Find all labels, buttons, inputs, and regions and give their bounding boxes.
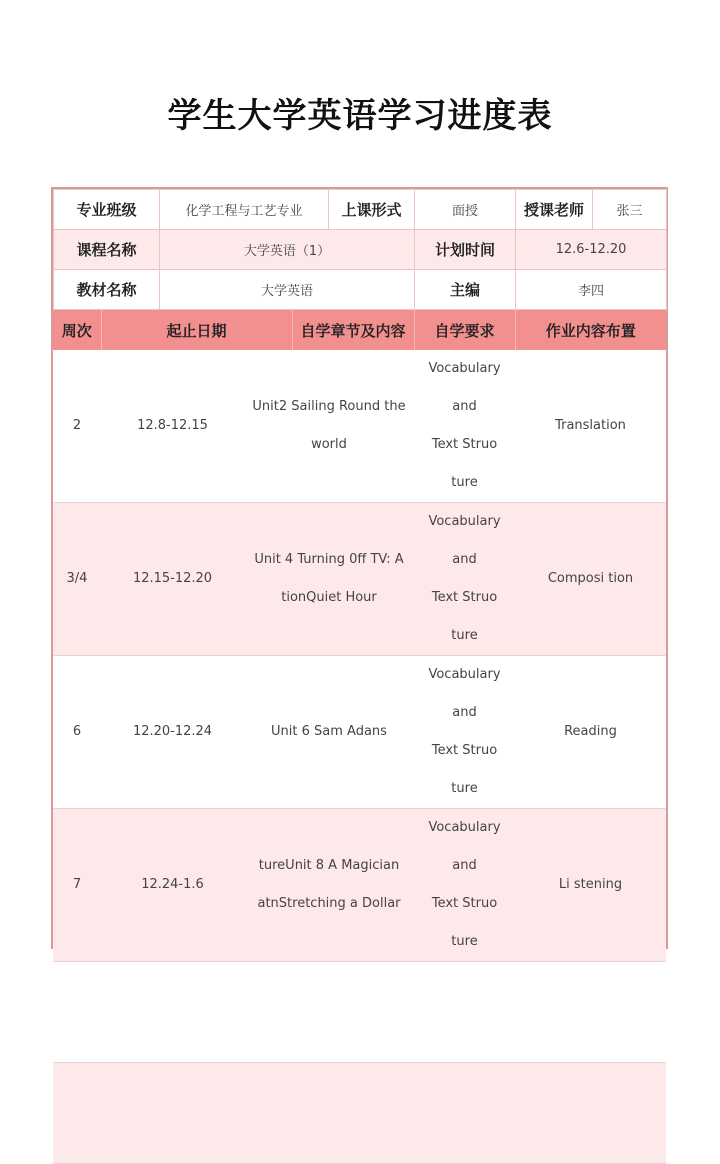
editor-value: 李四 <box>516 270 667 310</box>
empty-cell <box>244 962 414 1063</box>
plan-value: 12.6-12.20 <box>516 230 667 270</box>
empty-cell <box>515 1063 666 1164</box>
empty-cell <box>101 1063 244 1164</box>
info-row-course <box>54 230 667 270</box>
table-row <box>53 503 666 656</box>
editor-label: 主编 <box>415 270 516 310</box>
week-cell: 2 <box>53 350 101 503</box>
content-line: Unit 4 Turning 0ff TV: A <box>254 552 404 567</box>
requirement-line: Text Struo ture <box>431 590 498 643</box>
table-row <box>53 350 666 503</box>
table-row <box>53 656 666 809</box>
plan-label: 计划时间 <box>415 230 516 270</box>
info-table <box>53 189 667 310</box>
table-row-empty <box>53 1063 666 1164</box>
textbook-value: 大学英语 <box>160 270 415 310</box>
week-cell: 3/4 <box>53 503 101 656</box>
empty-cell <box>244 1063 414 1164</box>
content-cell <box>244 809 414 962</box>
requirement-line: Text Struo ture <box>431 437 498 490</box>
empty-cell <box>53 962 101 1063</box>
table-row <box>53 809 666 962</box>
requirement-line: Vocabulary and <box>428 820 501 873</box>
major-value: 化学工程与工艺专业 <box>160 190 329 230</box>
header-dates: 起止日期 <box>101 310 292 350</box>
week-cell: 6 <box>53 656 101 809</box>
dates-cell: 12.24-1.6 <box>101 809 244 962</box>
table-row-empty <box>53 962 666 1063</box>
header-week: 周次 <box>53 310 101 350</box>
content-line: world <box>311 437 347 452</box>
empty-cell <box>414 962 515 1063</box>
header-content: 自学章节及内容 <box>292 310 414 350</box>
empty-cell <box>515 962 666 1063</box>
requirement-cell <box>414 809 515 962</box>
content-cell <box>244 350 414 503</box>
requirement-cell <box>414 656 515 809</box>
dates-cell: 12.15-12.20 <box>101 503 244 656</box>
requirement-line: Vocabulary and <box>428 667 501 720</box>
requirement-line: Vocabulary and <box>428 514 501 567</box>
requirement-line: Vocabulary and <box>428 361 501 414</box>
table-header-row <box>53 310 666 350</box>
course-value: 大学英语（1） <box>160 230 415 270</box>
major-label: 专业班级 <box>54 190 160 230</box>
homework-cell: Li stening <box>515 809 666 962</box>
progress-table <box>53 310 666 350</box>
progress-body <box>53 350 666 1164</box>
header-requirement: 自学要求 <box>414 310 515 350</box>
requirement-line: Text Struo ture <box>431 743 498 796</box>
info-row-major <box>54 190 667 230</box>
requirement-cell <box>414 503 515 656</box>
teacher-value: 张三 <box>593 190 667 230</box>
dates-cell: 12.20-12.24 <box>101 656 244 809</box>
content-line: tionQuiet Hour <box>281 590 377 605</box>
content-cell <box>244 503 414 656</box>
info-row-textbook <box>54 270 667 310</box>
empty-cell <box>53 1063 101 1164</box>
content-line: atnStretching a Dollar <box>257 896 401 911</box>
requirement-cell <box>414 350 515 503</box>
form-label: 上课形式 <box>329 190 415 230</box>
dates-cell: 12.8-12.15 <box>101 350 244 503</box>
homework-cell: Reading <box>515 656 666 809</box>
homework-cell: Composi tion <box>515 503 666 656</box>
teacher-label: 授课老师 <box>516 190 593 230</box>
homework-cell: Translation <box>515 350 666 503</box>
content-cell: Unit 6 Sam Adans <box>244 656 414 809</box>
week-cell: 7 <box>53 809 101 962</box>
header-homework: 作业内容布置 <box>515 310 666 350</box>
requirement-line: Text Struo ture <box>431 896 498 949</box>
form-value: 面授 <box>415 190 516 230</box>
empty-cell <box>101 962 244 1063</box>
progress-sheet <box>51 187 668 949</box>
empty-cell <box>414 1063 515 1164</box>
page-title: 学生大学英语学习进度表 <box>167 96 553 136</box>
content-line: tureUnit 8 A Magician <box>258 858 400 873</box>
course-label: 课程名称 <box>54 230 160 270</box>
textbook-label: 教材名称 <box>54 270 160 310</box>
content-line: Unit2 Sailing Round the <box>252 399 406 414</box>
